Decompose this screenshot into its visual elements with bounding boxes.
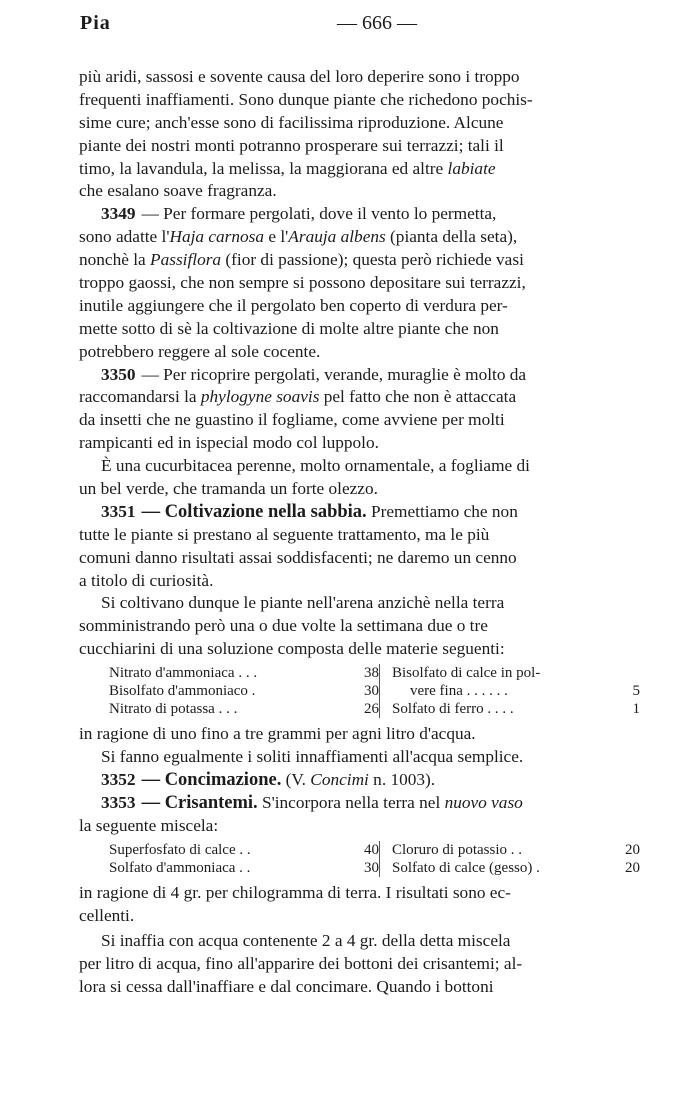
ingredient-quantity: 20	[625, 859, 640, 876]
ingredient-quantity: 5	[632, 683, 640, 700]
text-line	[101, 501, 518, 524]
text-line: in ragione di uno fino a tre grammi per agni litro d'acqua.	[79, 724, 476, 744]
text-line	[79, 112, 676, 135]
ingredient-name: Nitrato d'ammoniaca . . .	[109, 665, 258, 682]
text-fragment: e l'	[264, 227, 289, 247]
italic-term: Passiflora	[150, 250, 222, 270]
text-line: lora si cessa dall'inaffiare e dal concimare. Quando i bottoni	[79, 977, 494, 997]
ingredient-quantity: 38	[364, 665, 379, 682]
text-line	[79, 432, 676, 455]
section-title: — Concimazione.	[141, 769, 282, 790]
running-head	[80, 12, 674, 42]
text-line	[79, 249, 676, 272]
ingredients-table-1	[79, 664, 676, 718]
text-fragment: — Per ricoprire pergolati, verande, muraglie è molto da	[141, 364, 527, 384]
text-line: Si inaffia con acqua contenente 2 a 4 gr. della detta miscela	[101, 931, 511, 951]
text-line	[79, 89, 676, 112]
text-line	[79, 723, 676, 746]
text-line	[79, 341, 676, 364]
ingredient-quantity: 30	[364, 859, 379, 876]
ingredient-quantity: 26	[364, 701, 379, 718]
ingredient-name: vere fina . . . . . .	[410, 683, 508, 700]
text-line: frequenti inaffiamenti. Sono dunque piante che richedono pochis-	[79, 89, 533, 109]
text-line	[79, 135, 676, 158]
text-line: Si fanno egualmente i soliti innaffiamenti all'acqua semplice.	[101, 747, 524, 767]
text-line	[79, 226, 517, 249]
text-line	[79, 249, 524, 272]
italic-term: Haja carnosa	[169, 227, 265, 247]
table-row	[109, 859, 379, 877]
ingredient-name: Nitrato di potassa . . .	[109, 701, 238, 718]
text-line	[79, 882, 676, 905]
italic-term: labiate	[447, 158, 496, 178]
text-line: somministrando però una o due volte la settimana due o tre	[79, 616, 488, 636]
text-fragment: (V.	[281, 769, 311, 789]
text-line	[101, 792, 523, 815]
italic-term: nuovo vaso	[444, 792, 523, 812]
text-line	[79, 976, 676, 999]
text-line	[79, 158, 496, 181]
table-row	[392, 682, 640, 700]
text-line: sime cure; anch'esse sono di facilissima riproduzione. Alcune	[79, 112, 504, 132]
table-row	[109, 682, 379, 700]
text-fragment: (fior di passione); questa però richiede vasi	[221, 250, 524, 270]
ingredient-name: Bisolfato di calce in pol-	[392, 665, 541, 682]
paragraph-number: 3349	[101, 204, 136, 224]
paragraph-3351-start	[79, 501, 676, 524]
text-line	[79, 815, 676, 838]
text-fragment: sono adatte l'	[79, 227, 170, 247]
paragraph-number: 3351	[101, 501, 136, 521]
text-line: a titolo di curiosità.	[79, 570, 214, 590]
text-line	[79, 318, 676, 341]
text-line	[79, 930, 676, 953]
table-column-right	[379, 664, 640, 718]
text-fragment: timo, la lavandula, la melissa, la maggiorana ed altre	[79, 158, 448, 178]
text-line: inutile aggiungere che il pergolato ben coperto di verdura per-	[79, 295, 508, 315]
ingredient-quantity: 40	[364, 841, 379, 858]
ingredient-name: Solfato d'ammoniaca . .	[109, 859, 251, 876]
italic-term: Arauja albens	[288, 227, 386, 247]
text-line: È una cucurbitacea perenne, molto ornamentale, a fogliame di	[101, 456, 530, 476]
text-line	[79, 180, 676, 203]
text-line	[79, 455, 676, 478]
table-row	[109, 841, 379, 859]
paragraph-3350-start	[79, 364, 676, 387]
paragraph-3353-start	[79, 792, 676, 815]
text-line	[79, 547, 676, 570]
section-title: — Coltivazione nella sabbia.	[141, 501, 367, 522]
text-line	[79, 615, 676, 638]
text-line	[79, 592, 676, 615]
table-row	[392, 700, 640, 718]
text-line: più aridi, sassosi e sovente causa del loro deperire sono i troppo	[79, 67, 520, 86]
text-line	[79, 746, 676, 769]
text-line	[101, 364, 526, 387]
ingredient-name: Solfato di ferro . . . .	[392, 701, 514, 718]
page-body	[79, 66, 676, 999]
text-line	[79, 524, 676, 547]
text-line	[79, 295, 676, 318]
text-line: tutte le piante si prestano al seguente trattamento, ma le più	[79, 524, 490, 544]
text-line: la seguente miscela:	[79, 815, 219, 835]
text-fragment: nonchè la	[79, 250, 151, 270]
table-column-left	[109, 664, 379, 718]
paragraph-number: 3352	[101, 769, 136, 789]
ingredient-quantity: 30	[364, 683, 379, 700]
text-line: per litro di acqua, fino all'apparire dei bottoni dei crisantemi; al-	[79, 954, 523, 974]
text-line: in ragione di 4 gr. per chilogramma di terra. I risultati sono ec-	[79, 882, 511, 902]
ingredient-name: Cloruro di potassio . .	[392, 841, 522, 858]
text-line: rampicanti ed in ispecial modo col luppolo.	[79, 433, 379, 453]
text-line	[79, 158, 676, 181]
text-fragment: (pianta della seta),	[385, 227, 518, 247]
text-line: comuni danno risultati assai soddisfacenti; ne daremo un cenno	[79, 547, 517, 567]
text-fragment: Premettiamo che non	[366, 501, 518, 521]
text-fragment: S'incorpora nella terra nel	[257, 792, 445, 812]
paragraph-number: 3350	[101, 364, 136, 384]
text-line: Si coltivano dunque le piante nell'arena anzichè nella terra	[101, 593, 505, 613]
text-line: da insetti che ne guastino il fogliame, come avviene per molti	[79, 410, 505, 430]
text-fragment: — Per formare pergolati, dove il vento lo permetta,	[141, 204, 497, 224]
paragraph-3349-start	[79, 203, 676, 226]
ingredient-name: Bisolfato d'ammoniaco .	[109, 683, 256, 700]
text-line	[79, 638, 676, 661]
table-row	[392, 664, 640, 682]
text-line	[79, 570, 676, 593]
table-column-right	[379, 841, 640, 877]
ingredient-quantity: 20	[625, 841, 640, 858]
text-line	[79, 905, 676, 928]
text-line: piante dei nostri monti potranno prosperare sui terrazzi; tali il	[79, 135, 504, 155]
text-line	[79, 386, 516, 409]
ingredient-quantity: 1	[632, 701, 640, 718]
text-line	[79, 409, 676, 432]
text-line: cucchiarini di una soluzione composta delle materie seguenti:	[79, 639, 505, 659]
table-row	[109, 664, 379, 682]
text-line: cellenti.	[79, 905, 135, 925]
italic-term: phylogyne soavis	[200, 387, 320, 407]
italic-term: Concimi	[310, 769, 369, 789]
text-line	[79, 478, 676, 501]
paragraph-number: 3353	[101, 792, 136, 812]
ingredient-name: Solfato di calce (gesso) .	[392, 859, 540, 876]
running-head-word: Pia	[80, 12, 111, 34]
table-column-left	[109, 841, 379, 877]
text-line: troppo gaossi, che non sempre si possono depositare sui terrazzi,	[79, 273, 526, 293]
text-line	[79, 386, 676, 409]
text-line	[79, 66, 676, 89]
ingredients-table-2	[79, 841, 676, 877]
section-title: — Crisantemi.	[141, 792, 258, 813]
text-line: mette sotto di sè la coltivazione di molte altre piante che non	[79, 318, 499, 338]
table-row	[392, 859, 640, 877]
text-line: potrebbero reggere al sole cocente.	[79, 341, 321, 361]
text-line	[79, 226, 676, 249]
paragraph-3352	[79, 769, 676, 792]
table-row	[392, 841, 640, 859]
text-fragment: raccomandarsi la	[79, 387, 201, 407]
text-line	[79, 272, 676, 295]
text-fragment: pel fatto che non è attaccata	[319, 387, 517, 407]
text-line: che esalano soave fragranza.	[79, 181, 277, 201]
text-line: un bel verde, che tramanda un forte olezzo.	[79, 479, 378, 499]
table-row	[109, 700, 379, 718]
text-fragment: n. 1003).	[368, 769, 436, 789]
text-line	[101, 203, 496, 226]
ingredient-name: Superfosfato di calce . .	[109, 841, 251, 858]
text-line	[101, 769, 435, 792]
page-number: — 666 —	[337, 12, 417, 34]
text-line	[79, 953, 676, 976]
